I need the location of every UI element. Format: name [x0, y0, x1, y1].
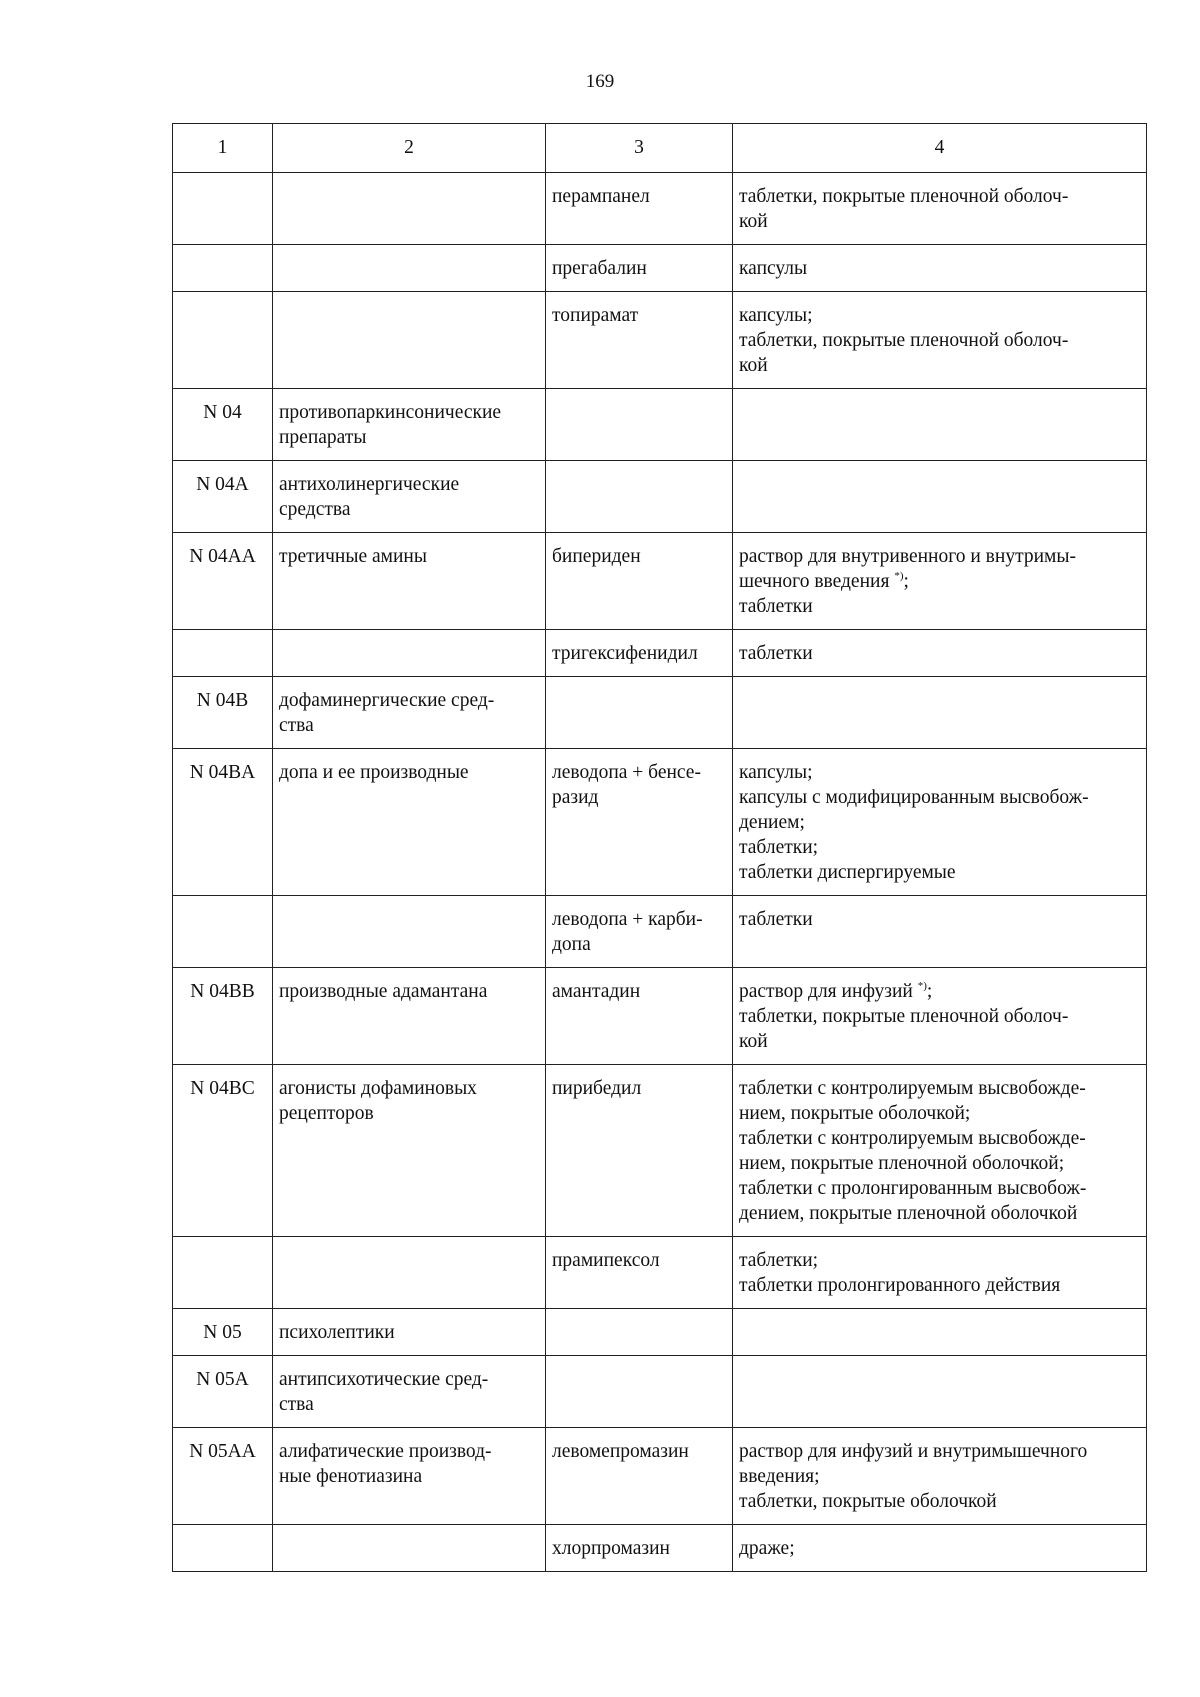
table-row: [173, 245, 1147, 292]
group-line: дофаминергические сред-: [279, 690, 495, 711]
table-row: [173, 896, 1147, 968]
substance-cell: [546, 630, 733, 677]
dosage-forms-line: таблетки пролонгированного действия: [739, 1275, 1061, 1296]
group-cell: [273, 533, 546, 630]
footnote-marker: *): [894, 570, 904, 582]
header-cell-1: 1: [173, 124, 273, 173]
dosage-forms-line: таблетки, покрытые пленочной оболоч-: [739, 186, 1069, 207]
dosage-forms-cell: [733, 292, 1147, 389]
atc-code-cell: N 05: [173, 1309, 273, 1356]
group-cell: [273, 1525, 546, 1572]
substance-cell: [546, 896, 733, 968]
atc-code-cell: N 05A: [173, 1356, 273, 1428]
atc-code-cell: N 05AA: [173, 1428, 273, 1525]
substance-cell: [546, 677, 733, 749]
page-number: 169: [585, 71, 615, 92]
dosage-forms-cell: [733, 389, 1147, 461]
atc-code-cell: [173, 292, 273, 389]
dosage-forms-cell: [733, 1525, 1147, 1572]
table-row: [173, 389, 1147, 461]
substance-cell: [546, 245, 733, 292]
substance-cell: [546, 1428, 733, 1525]
atc-code-cell: [173, 245, 273, 292]
substance-line: бипериден: [552, 546, 641, 567]
substance-cell: [546, 1525, 733, 1572]
dosage-forms-line: раствор для инфузий *);: [739, 980, 933, 1002]
dosage-forms-cell: [733, 1237, 1147, 1309]
dosage-forms-line: капсулы;: [739, 305, 813, 326]
dosage-forms-cell: [733, 1065, 1147, 1237]
atc-code-cell: [173, 896, 273, 968]
dosage-forms-line: капсулы: [739, 258, 808, 279]
dosage-forms-line: шечного введения *);: [739, 570, 909, 592]
substance-cell: [546, 292, 733, 389]
table-row: [173, 1309, 1147, 1356]
dosage-forms-line: раствор для инфузий и внутримышечного: [739, 1441, 1088, 1462]
dosage-forms-line: дением;: [739, 812, 805, 833]
dosage-forms-line: таблетки;: [739, 837, 819, 858]
table-row: [173, 677, 1147, 749]
header-cell-3: 3: [546, 124, 733, 173]
group-cell: [273, 173, 546, 245]
substance-line: хлорпромазин: [552, 1538, 670, 1559]
dosage-forms-cell: [733, 677, 1147, 749]
atc-code-cell: [173, 1237, 273, 1309]
substance-cell: [546, 968, 733, 1065]
group-line: рецепторов: [279, 1103, 374, 1124]
dosage-forms-cell: [733, 1356, 1147, 1428]
group-cell: [273, 896, 546, 968]
dosage-forms-line: введения;: [739, 1466, 820, 1487]
group-cell: [273, 245, 546, 292]
dosage-forms-line: таблетки, покрытые оболочкой: [739, 1491, 997, 1512]
table-row: [173, 1428, 1147, 1525]
dosage-forms-line: раствор для внутривенного и внутримы-: [739, 546, 1076, 567]
substance-cell: [546, 1237, 733, 1309]
atc-code-cell: [173, 173, 273, 245]
atc-code-cell: N 04B: [173, 677, 273, 749]
group-line: ные фенотиазина: [279, 1466, 423, 1487]
dosage-forms-line: кой: [739, 355, 768, 376]
dosage-forms-line: таблетки, покрытые пленочной оболоч-: [739, 330, 1069, 351]
substance-line: леводопа + бенсе-: [552, 762, 701, 783]
substance-line: леводопа + карби-: [552, 909, 703, 930]
substance-line: разид: [552, 787, 599, 808]
atc-code-cell: [173, 1525, 273, 1572]
group-line: допа и ее производные: [279, 762, 469, 783]
group-cell: [273, 1237, 546, 1309]
drug-table: [172, 123, 1147, 1572]
dosage-forms-cell: [733, 173, 1147, 245]
atc-code-cell: N 04A: [173, 461, 273, 533]
substance-line: амантадин: [552, 981, 641, 1002]
atc-code-cell: [173, 630, 273, 677]
group-line: психолептики: [279, 1322, 395, 1343]
substance-line: допа: [552, 934, 591, 955]
group-line: третичные амины: [279, 546, 427, 567]
dosage-forms-cell: [733, 749, 1147, 896]
atc-code-cell: N 04: [173, 389, 273, 461]
dosage-forms-line: нием, покрытые оболочкой;: [739, 1103, 971, 1124]
substance-cell: [546, 1309, 733, 1356]
substance-line: левомепромазин: [552, 1441, 689, 1462]
atc-code-cell: N 04AA: [173, 533, 273, 630]
table-row: [173, 1237, 1147, 1309]
substance-line: прегабалин: [552, 258, 647, 279]
dosage-forms-line: таблетки: [739, 643, 813, 664]
dosage-forms-cell: [733, 630, 1147, 677]
group-cell: [273, 461, 546, 533]
table-row: [173, 1065, 1147, 1237]
group-cell: [273, 389, 546, 461]
dosage-forms-line: таблетки;: [739, 1250, 819, 1271]
dosage-forms-line: таблетки с пролонгированным высвобож-: [739, 1178, 1087, 1199]
group-line: агонисты дофаминовых: [279, 1078, 477, 1099]
group-line: производные адамантана: [279, 981, 488, 1002]
group-cell: [273, 1065, 546, 1237]
dosage-forms-line: таблетки диспергируемые: [739, 862, 956, 883]
table-row: [173, 173, 1147, 245]
substance-cell: [546, 533, 733, 630]
group-line: ства: [279, 715, 314, 736]
dosage-forms-cell: [733, 533, 1147, 630]
group-cell: [273, 292, 546, 389]
substance-cell: [546, 1065, 733, 1237]
header-cell-4: 4: [733, 124, 1147, 173]
substance-line: топирамат: [552, 305, 639, 326]
group-cell: [273, 1356, 546, 1428]
dosage-forms-cell: [733, 461, 1147, 533]
group-line: препараты: [279, 427, 367, 448]
table-row: [173, 630, 1147, 677]
dosage-forms-line: кой: [739, 211, 768, 232]
group-cell: [273, 630, 546, 677]
atc-code-cell: N 04BC: [173, 1065, 273, 1237]
substance-line: тригексифенидил: [552, 643, 698, 664]
substance-line: перампанел: [552, 186, 650, 207]
dosage-forms-cell: [733, 1428, 1147, 1525]
dosage-forms-line: нием, покрытые пленочной оболочкой;: [739, 1153, 1065, 1174]
dosage-forms-line: таблетки с контролируемым высвобожде-: [739, 1128, 1086, 1149]
dosage-forms-line: таблетки: [739, 596, 813, 617]
group-cell: [273, 968, 546, 1065]
footnote-marker: *): [917, 980, 927, 992]
group-line: ства: [279, 1394, 314, 1415]
table-row: [173, 749, 1147, 896]
group-cell: [273, 1428, 546, 1525]
group-line: противопаркинсонические: [279, 402, 502, 423]
substance-line: пирибедил: [552, 1078, 642, 1099]
dosage-forms-line: таблетки: [739, 909, 813, 930]
group-line: антипсихотические сред-: [279, 1369, 489, 1390]
dosage-forms-line: капсулы;: [739, 762, 813, 783]
substance-cell: [546, 389, 733, 461]
dosage-forms-line: таблетки, покрытые пленочной оболоч-: [739, 1006, 1069, 1027]
header-cell-2: 2: [273, 124, 546, 173]
dosage-forms-line: драже;: [739, 1538, 795, 1559]
dosage-forms-cell: [733, 968, 1147, 1065]
dosage-forms-cell: [733, 896, 1147, 968]
substance-cell: [546, 749, 733, 896]
table-row: [173, 533, 1147, 630]
table-row: [173, 1356, 1147, 1428]
table-row: [173, 968, 1147, 1065]
table-row: [173, 1525, 1147, 1572]
table-row: [173, 461, 1147, 533]
group-line: алифатические производ-: [279, 1441, 492, 1462]
group-line: средства: [279, 499, 351, 520]
group-cell: [273, 1309, 546, 1356]
dosage-forms-line: капсулы с модифицированным высвобож-: [739, 787, 1089, 808]
header-row: [173, 124, 1147, 173]
dosage-forms-line: кой: [739, 1031, 768, 1052]
group-cell: [273, 677, 546, 749]
substance-cell: [546, 173, 733, 245]
dosage-forms-cell: [733, 245, 1147, 292]
table-row: [173, 292, 1147, 389]
atc-code-cell: N 04BB: [173, 968, 273, 1065]
dosage-forms-cell: [733, 1309, 1147, 1356]
dosage-forms-line: дением, покрытые пленочной оболочкой: [739, 1203, 1078, 1224]
group-line: антихолинергические: [279, 474, 460, 495]
group-cell: [273, 749, 546, 896]
substance-line: прамипексол: [552, 1250, 660, 1271]
substance-cell: [546, 461, 733, 533]
table-body: [173, 124, 1147, 1572]
atc-code-cell: N 04BA: [173, 749, 273, 896]
dosage-forms-line: таблетки с контролируемым высвобожде-: [739, 1078, 1086, 1099]
substance-cell: [546, 1356, 733, 1428]
